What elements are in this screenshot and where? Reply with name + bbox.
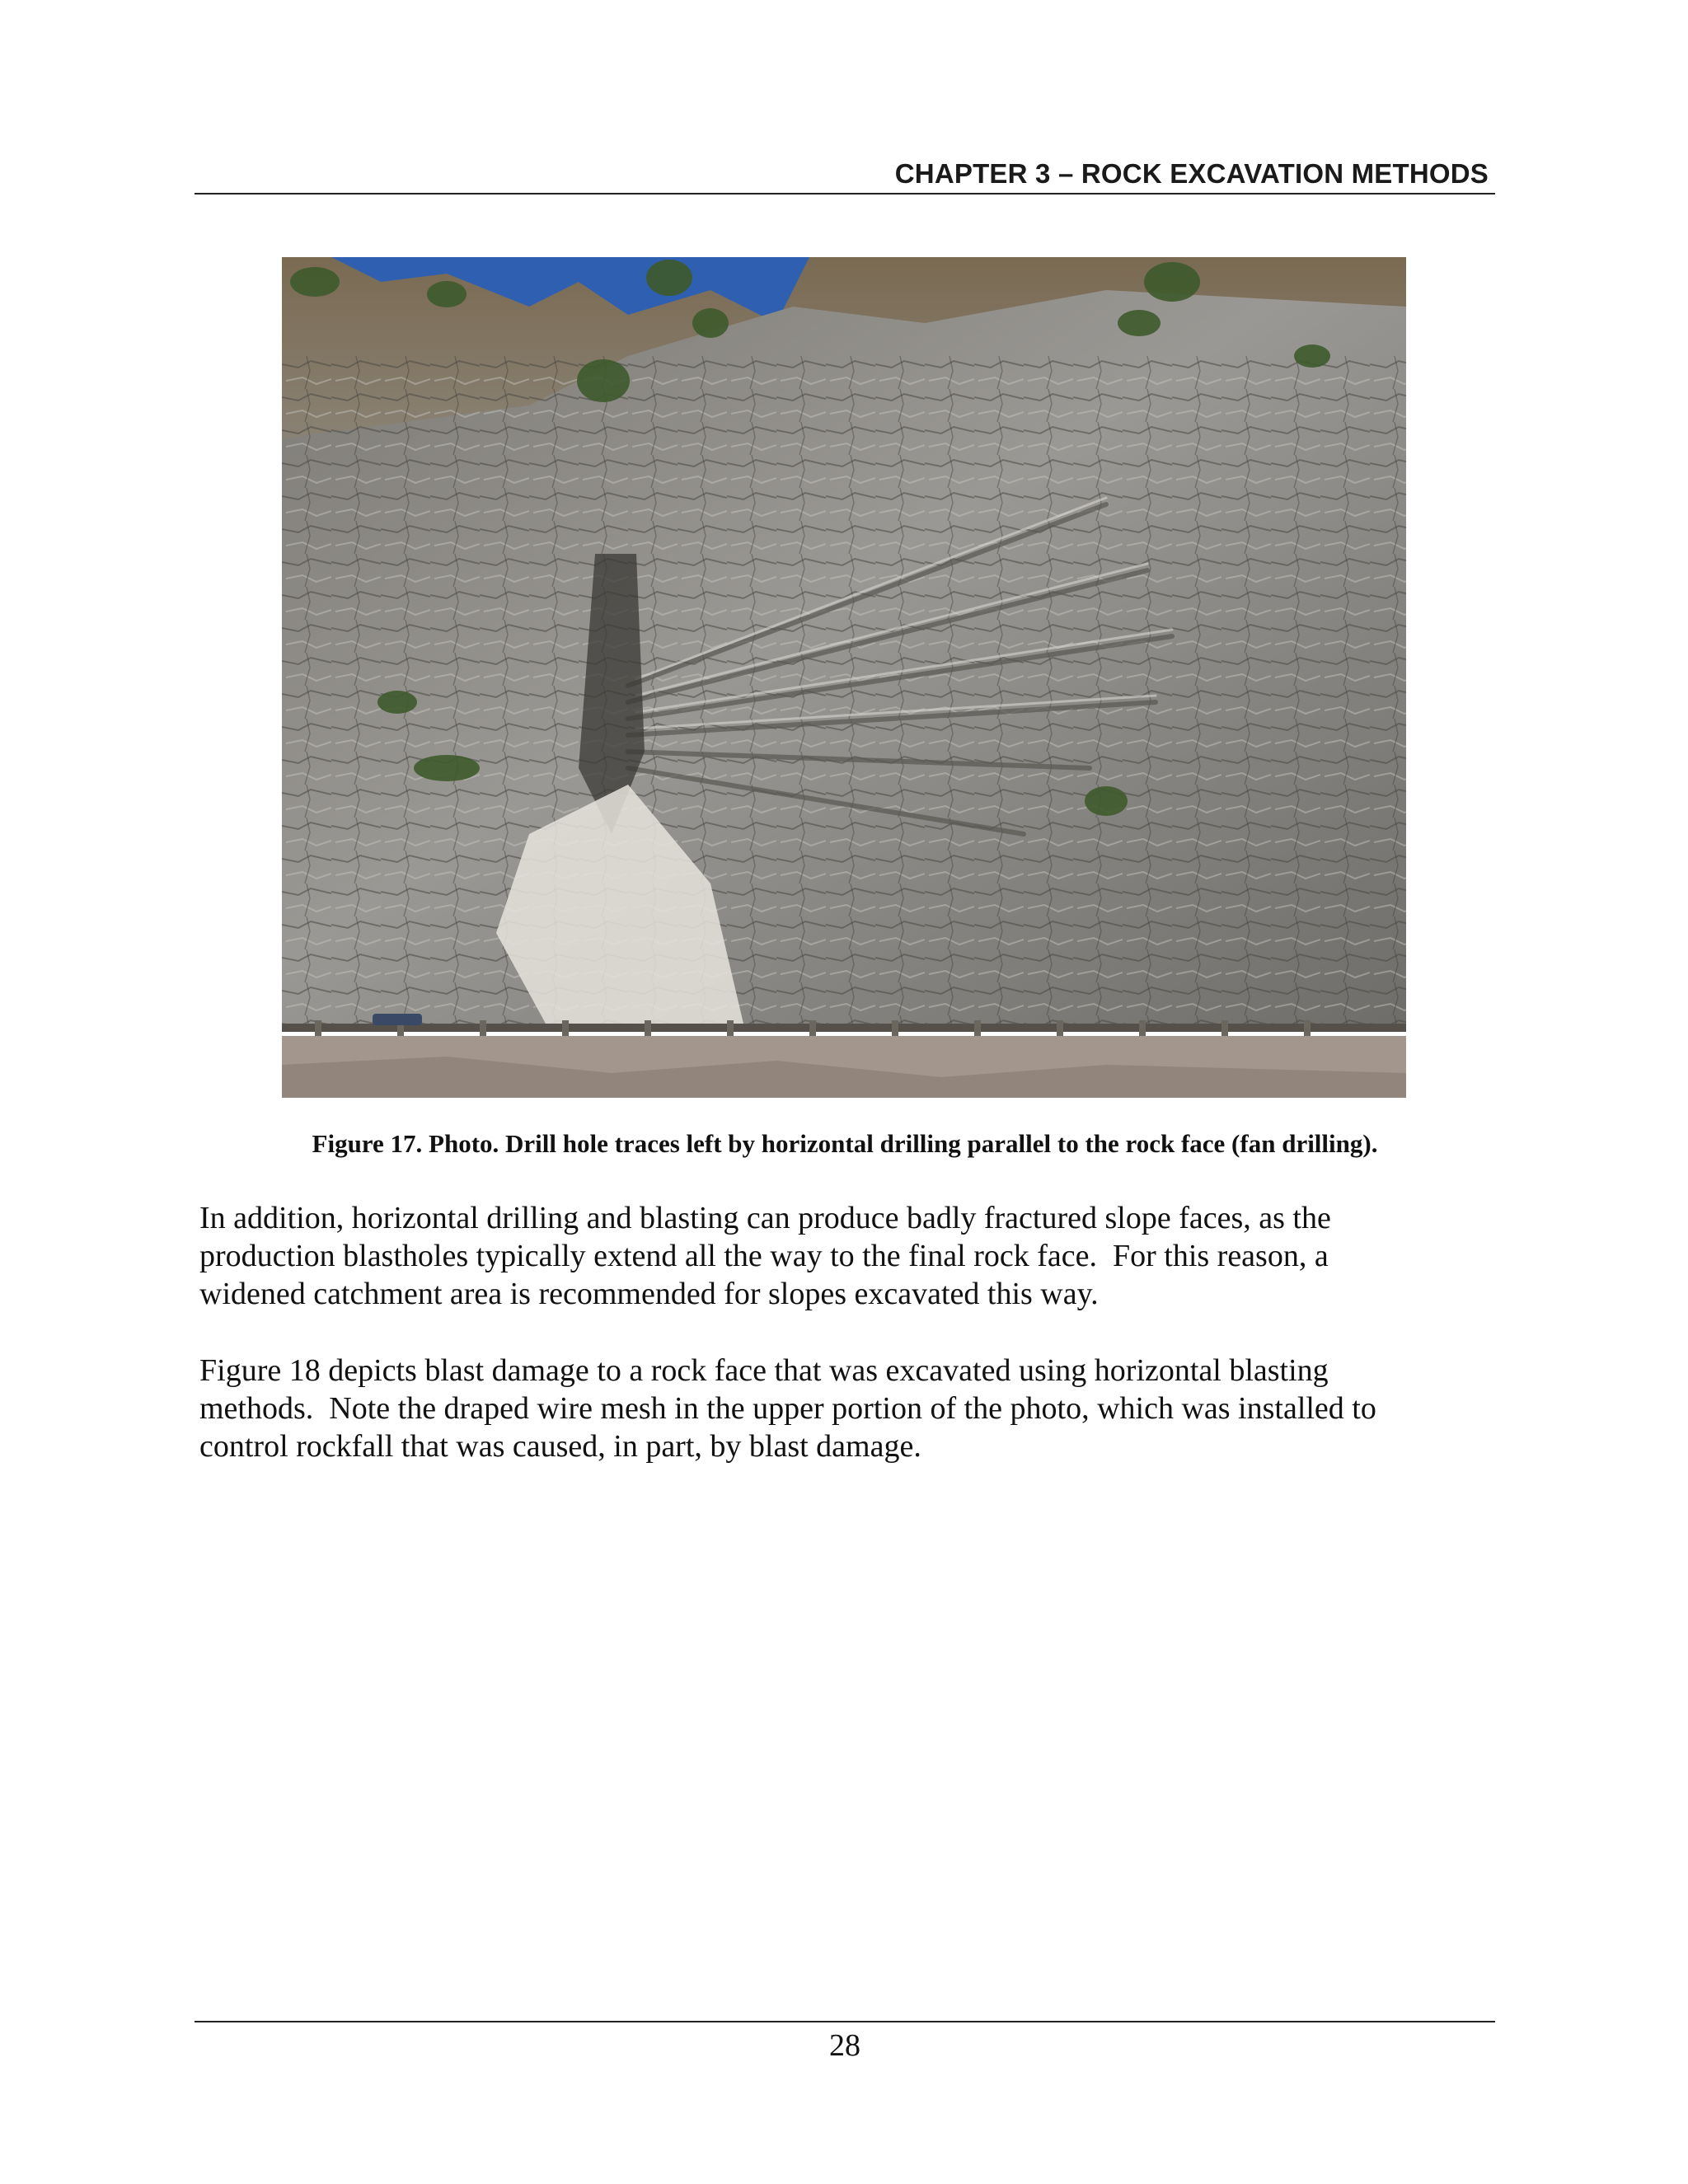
body-paragraph: In addition, horizontal drilling and blasting can produce badly fractured slope faces, as the production blastholes typically extend all the way to the final rock face. For this reason, a widened catchment area is recommended for slopes excavated this way.	[199, 1201, 1331, 1311]
page-number: 28	[829, 2028, 860, 2063]
figure-caption: Figure 17. Photo. Drill hole traces left by horizontal drilling parallel to the rock face (fan drilling).	[312, 1129, 1378, 1158]
rock-face-photo	[282, 257, 1406, 1098]
chapter-title: CHAPTER 3 – ROCK EXCAVATION METHODS	[894, 158, 1489, 189]
footer-divider	[195, 2021, 1495, 2022]
page-header	[195, 153, 1495, 194]
body-paragraph: Figure 18 depicts blast damage to a rock face that was excavated using horizontal blasting methods. Note the draped wire mesh in the upper portion of the photo, which was installed to control rockfall that was caused, in part, by blast damage.	[199, 1353, 1376, 1464]
car	[373, 1014, 422, 1025]
